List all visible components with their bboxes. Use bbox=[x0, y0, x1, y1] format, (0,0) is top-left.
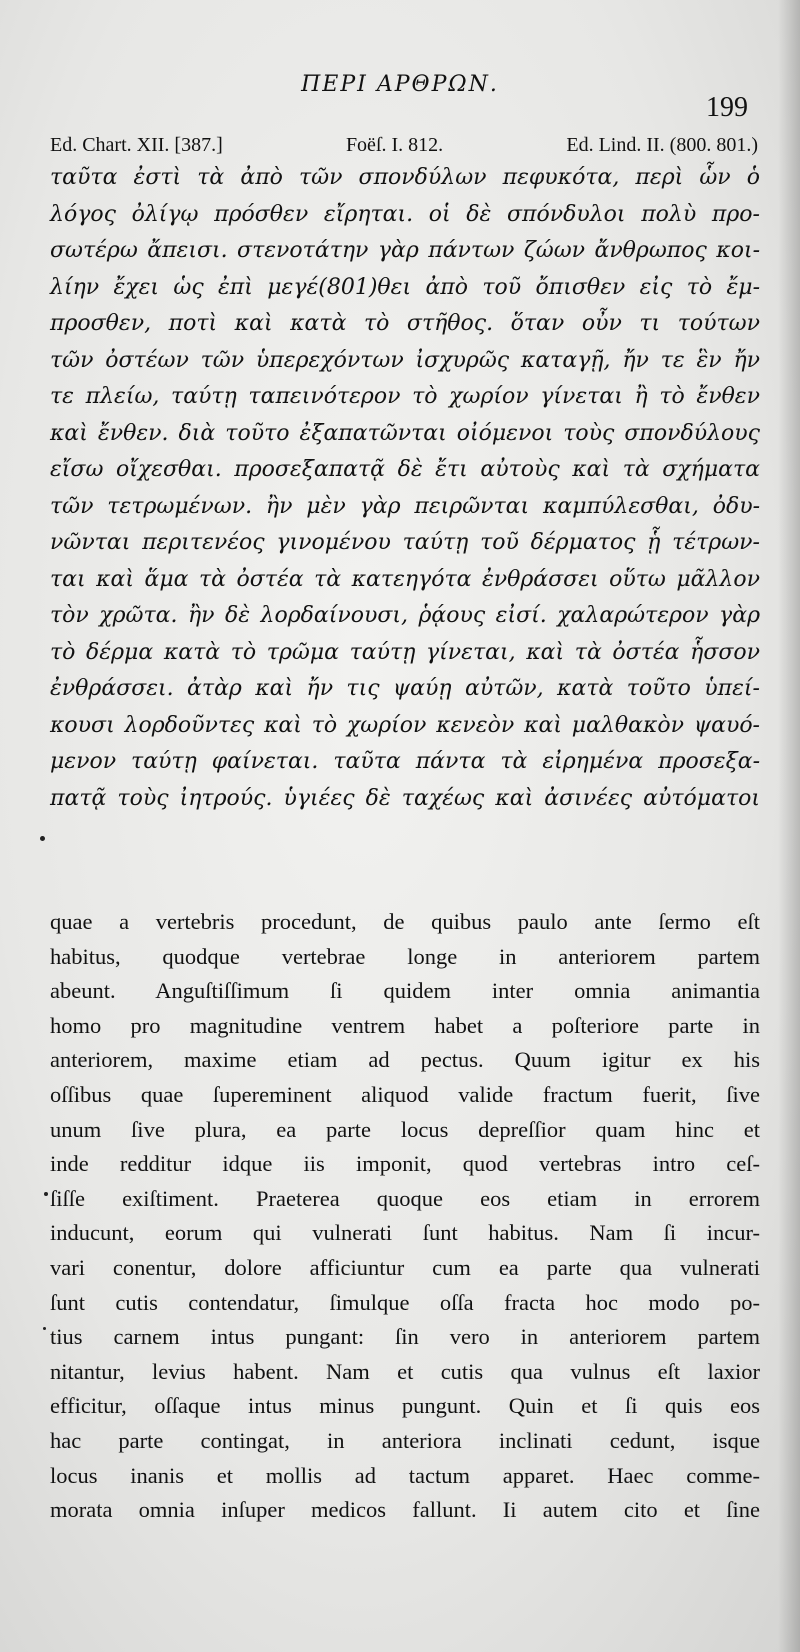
print-speck bbox=[40, 836, 45, 841]
greek-line: λόγος ὀλίγῳ πρόσθεν εἴρηται. οἱ δὲ σπόνδυλοι πολὺ προ- bbox=[50, 201, 760, 227]
latin-line: anteriorem, maxime etiam ad pectus. Quum igitur ex his bbox=[50, 1047, 760, 1073]
greek-line: προσθεν, ποτὶ καὶ κατὰ τὸ στῆθος. ὅταν οὖν τι τούτων bbox=[50, 311, 760, 336]
latin-line: ſiſſe exiſtiment. Praeterea quoque eos etiam in errorem bbox=[50, 1185, 760, 1211]
latin-line: abeunt. Anguſtiſſimum ſi quidem inter omnia animantia bbox=[50, 978, 760, 1004]
greek-line: κουσι λορδοῦντες καὶ τὸ χωρίον κενεὸν καὶ μαλθακὸν ψαυό- bbox=[50, 712, 760, 738]
greek-line: ἐνθράσσει. ἀτὰρ καὶ ἤν τις ψαύῃ αὐτῶν, κατὰ τοῦτο ὑπεί- bbox=[50, 676, 760, 701]
page-number: 199 bbox=[706, 92, 748, 123]
greek-line: τῶν ὀστέων τῶν ὑπερεχόντων ἰσχυρῶς καταγῇ, ἤν τε ἓν ἤν bbox=[50, 347, 760, 373]
greek-line: τε πλείω, ταύτῃ ταπεινότερον τὸ χωρίον γίνεται ἢ τὸ ἔνθεν bbox=[50, 384, 760, 409]
greek-line: τὸ δέρμα κατὰ τὸ τρῶμα ταύτῃ γίνεται, καὶ τὰ ὀστέα ἧσσον bbox=[50, 639, 760, 665]
greek-line: πατᾷ τοὺς ἰητρούς. ὑγιέες δὲ ταχέως καὶ ἀσινέες αὐτόματοι bbox=[50, 785, 760, 811]
greek-line: νῶνται περιτενέος γινομένου ταύτῃ τοῦ δέρματος ᾗ τέτρων- bbox=[50, 530, 760, 555]
latin-line: vari conentur, dolore afficiuntur cum ea parte qua vulnerati bbox=[50, 1254, 760, 1280]
greek-line: τὸν χρῶτα. ἢν δὲ λορδαίνουσι, ῥᾴους εἰσί. χαλαρώτερον γὰρ bbox=[50, 603, 760, 628]
latin-line: morata omnia inſuper medicos fallunt. Ii autem cito et ſine bbox=[50, 1497, 760, 1523]
latin-line: ſunt cutis contendatur, ſimulque oſſa fracta hoc modo po- bbox=[50, 1289, 760, 1315]
greek-text-block bbox=[50, 160, 760, 817]
latin-line: homo pro magnitudine ventrem habet a poſteriore parte in bbox=[50, 1012, 760, 1038]
latin-line: tius carnem intus pungant: ſin vero in anteriorem partem bbox=[50, 1324, 760, 1350]
latin-line: hac parte contingat, in anteriora inclinati cedunt, isque bbox=[50, 1427, 760, 1453]
greek-line: καὶ ἔνθεν. διὰ τοῦτο ἐξαπατῶνται οἰόμενοι τοὺς σπονδύλους bbox=[50, 420, 760, 446]
edition-chartier: Ed. Chart. XII. [387.] bbox=[50, 134, 223, 156]
print-speck bbox=[43, 1327, 46, 1330]
latin-line: locus inanis et mollis ad tactum apparet. Haec comme- bbox=[50, 1462, 760, 1488]
latin-line: efficitur, oſſaque intus minus pungunt. Quin et ſi quis eos bbox=[50, 1393, 760, 1419]
greek-line: μενον ταύτῃ φαίνεται. ταῦτα πάντα τὰ εἰρημένα προσεξα- bbox=[50, 749, 760, 774]
greek-line: εἴσω οἴχεσθαι. προσεξαπατᾷ δὲ ἔτι αὐτοὺς καὶ τὰ σχήματα bbox=[50, 457, 760, 482]
latin-line: habitus, quodque vertebrae longe in anteriorem partem bbox=[50, 943, 760, 969]
page-edge-shadow bbox=[778, 0, 800, 1652]
latin-line: quae a vertebris procedunt, de quibus paulo ante ſermo eſt bbox=[50, 909, 760, 934]
latin-line: unum ſive plura, ea parte locus depreſſior quam hinc et bbox=[50, 1116, 760, 1142]
greek-line: λίην ἔχει ὡς ἐπὶ μεγέ(801)θει ἀπὸ τοῦ ὄπισθεν εἰς τὸ ἔμ- bbox=[50, 274, 760, 300]
edition-references bbox=[50, 134, 758, 157]
latin-line: inde redditur idque iis imponit, quod vertebras intro ceſ- bbox=[50, 1151, 760, 1177]
running-head: ΠΕΡΙ ΑΡΘΡΩΝ. bbox=[301, 72, 499, 97]
latin-line: inducunt, eorum qui vulnerati ſunt habitus. Nam ſi incur- bbox=[50, 1220, 760, 1246]
edition-foes: Foëſ. I. 812. bbox=[345, 134, 444, 156]
greek-line: ταῦτα ἐστὶ τὰ ἀπὸ τῶν σπονδύλων πεφυκότα, περὶ ὧν ὁ bbox=[50, 165, 760, 190]
edition-linden: Ed. Lind. II. (800. 801.) bbox=[566, 134, 758, 156]
latin-line: oſſibus quae ſupereminent aliquod valide fractum fuerit, ſive bbox=[50, 1081, 760, 1107]
greek-line: σωτέρω ἄπεισι. στενοτάτην γὰρ πάντων ζώων ἄνθρωπος κοι- bbox=[50, 238, 760, 263]
print-speck bbox=[44, 1192, 48, 1196]
greek-line: ται καὶ ἅμα τὰ ὀστέα τὰ κατεηγότα ἐνθράσσει οὕτω μᾶλλον bbox=[50, 566, 760, 592]
latin-line: nitantur, levius habent. Nam et cutis qua vulnus eſt laxior bbox=[50, 1358, 760, 1384]
greek-line: τῶν τετρωμένων. ἢν μὲν γὰρ πειρῶνται καμπύλεσθαι, ὀδυ- bbox=[50, 493, 760, 519]
latin-text-block bbox=[50, 905, 760, 1528]
